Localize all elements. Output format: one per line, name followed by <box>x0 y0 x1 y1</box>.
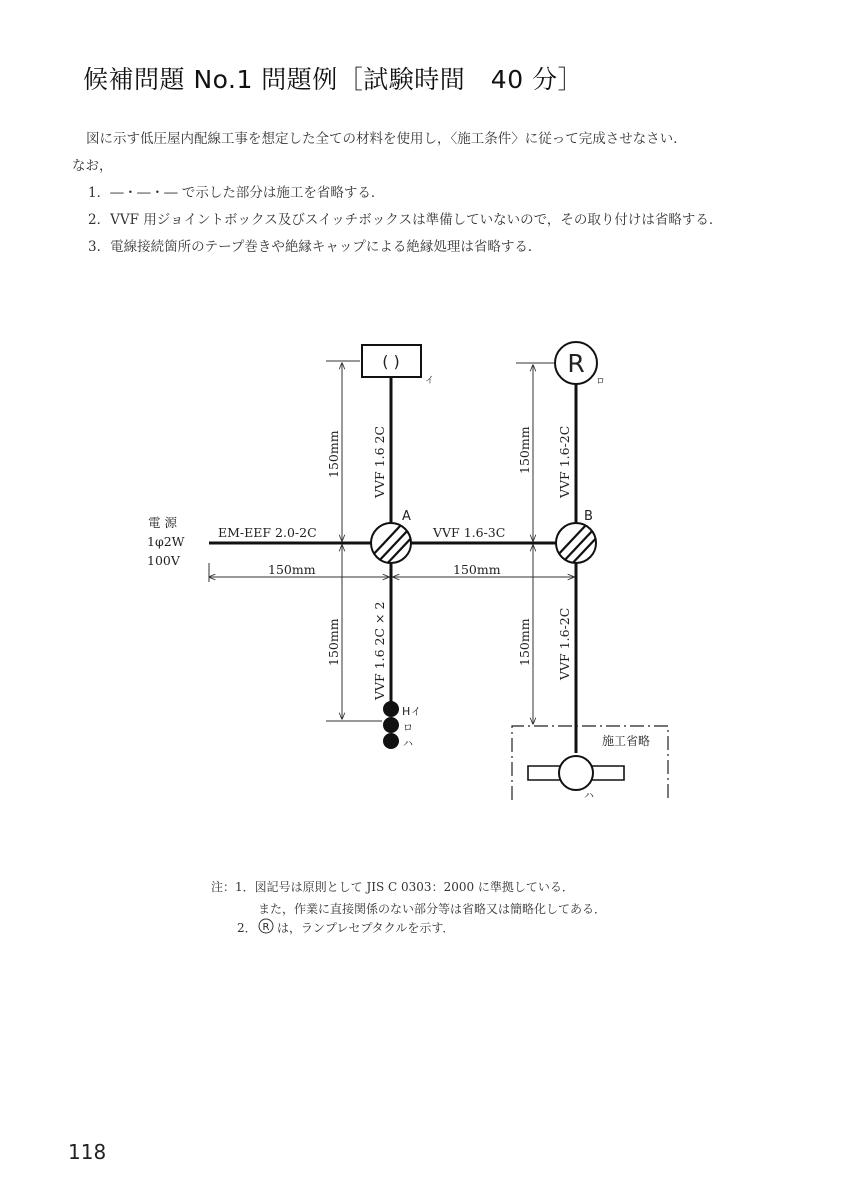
intro-line-1: 図に示す低圧屋内配線工事を想定した全ての材料を使用し，〈施工条件〉に従って完成させなさい． <box>86 131 687 147</box>
source-phase: 1φ2W <box>147 534 185 549</box>
note-2-text: は，ランプレセプタクルを示す． <box>277 921 455 935</box>
socket-symbol: ( ) <box>382 352 400 371</box>
cable-a-down-label: VVF 1.6 2C × 2 <box>372 601 387 700</box>
dim-vertical-a-up: 150mm <box>326 430 341 478</box>
intro-line-2: なお， <box>72 158 113 174</box>
note-1-line-1: 注：1．図記号は原則として JIS C 0303：2000 に準拠している． <box>211 880 574 894</box>
switch-h-label: H <box>402 705 411 718</box>
receptacle-tag: ロ <box>596 377 606 387</box>
condition-item-1: 1．―・―・― で示した部分は施工を省略する． <box>88 185 385 201</box>
condition-item-3: 3．電線接続箇所のテープ巻きや絶縁キャップによる絶縁処理は省略する． <box>88 239 542 255</box>
switch-tag-ha: ハ <box>403 739 413 750</box>
box-a-label: A <box>402 509 411 524</box>
dim-vertical-b-up: 150mm <box>517 426 532 474</box>
note-1-line-2: また，作業に直接関係のない部分等は省略又は簡略化してある． <box>258 902 607 916</box>
source-label: 電 源 <box>148 515 177 530</box>
cable-b-up-label: VVF 1.6-2C <box>557 425 572 498</box>
switch-tag-ro: ロ <box>403 723 413 734</box>
receptacle-symbol: R <box>567 349 585 378</box>
dim-vertical-a-down: 150mm <box>326 618 341 666</box>
condition-item-2: 2．VVF 用ジョイントボックス及びスイッチボックスは準備していないので，その取り付けは省略する． <box>88 212 723 228</box>
lamp-fixture <box>528 756 624 790</box>
dim-vertical-b-down: 150mm <box>517 618 532 666</box>
page-number: 118 <box>68 1140 107 1164</box>
note-receptacle-symbol: R <box>262 922 270 933</box>
junction-box-b <box>556 523 600 568</box>
socket-tag: イ <box>425 376 435 386</box>
dim-horizontal-1: 150mm <box>268 562 316 577</box>
page-title: 候補問題 No.1 問題例［試験時間 40 分］ <box>83 65 584 94</box>
cable-b-down-label: VVF 1.6-2C <box>557 607 572 680</box>
box-b-label: B <box>584 509 593 524</box>
omitted-area-label: 施工省略 <box>602 734 651 748</box>
lamp-tag: ハ <box>584 791 594 802</box>
dim-horizontal-2: 150mm <box>453 562 501 577</box>
switch-tag-i: イ <box>411 707 421 718</box>
switch-group <box>383 701 399 749</box>
cable-ab-label: VVF 1.6-3C <box>433 525 506 540</box>
cable-source-label: EM-EEF 2.0-2C <box>218 525 317 540</box>
junction-box-a <box>371 523 415 568</box>
cable-a-up-label: VVF 1.6 2C <box>372 425 387 498</box>
source-voltage: 100V <box>147 553 180 568</box>
note-2-number: 2． <box>237 921 257 935</box>
